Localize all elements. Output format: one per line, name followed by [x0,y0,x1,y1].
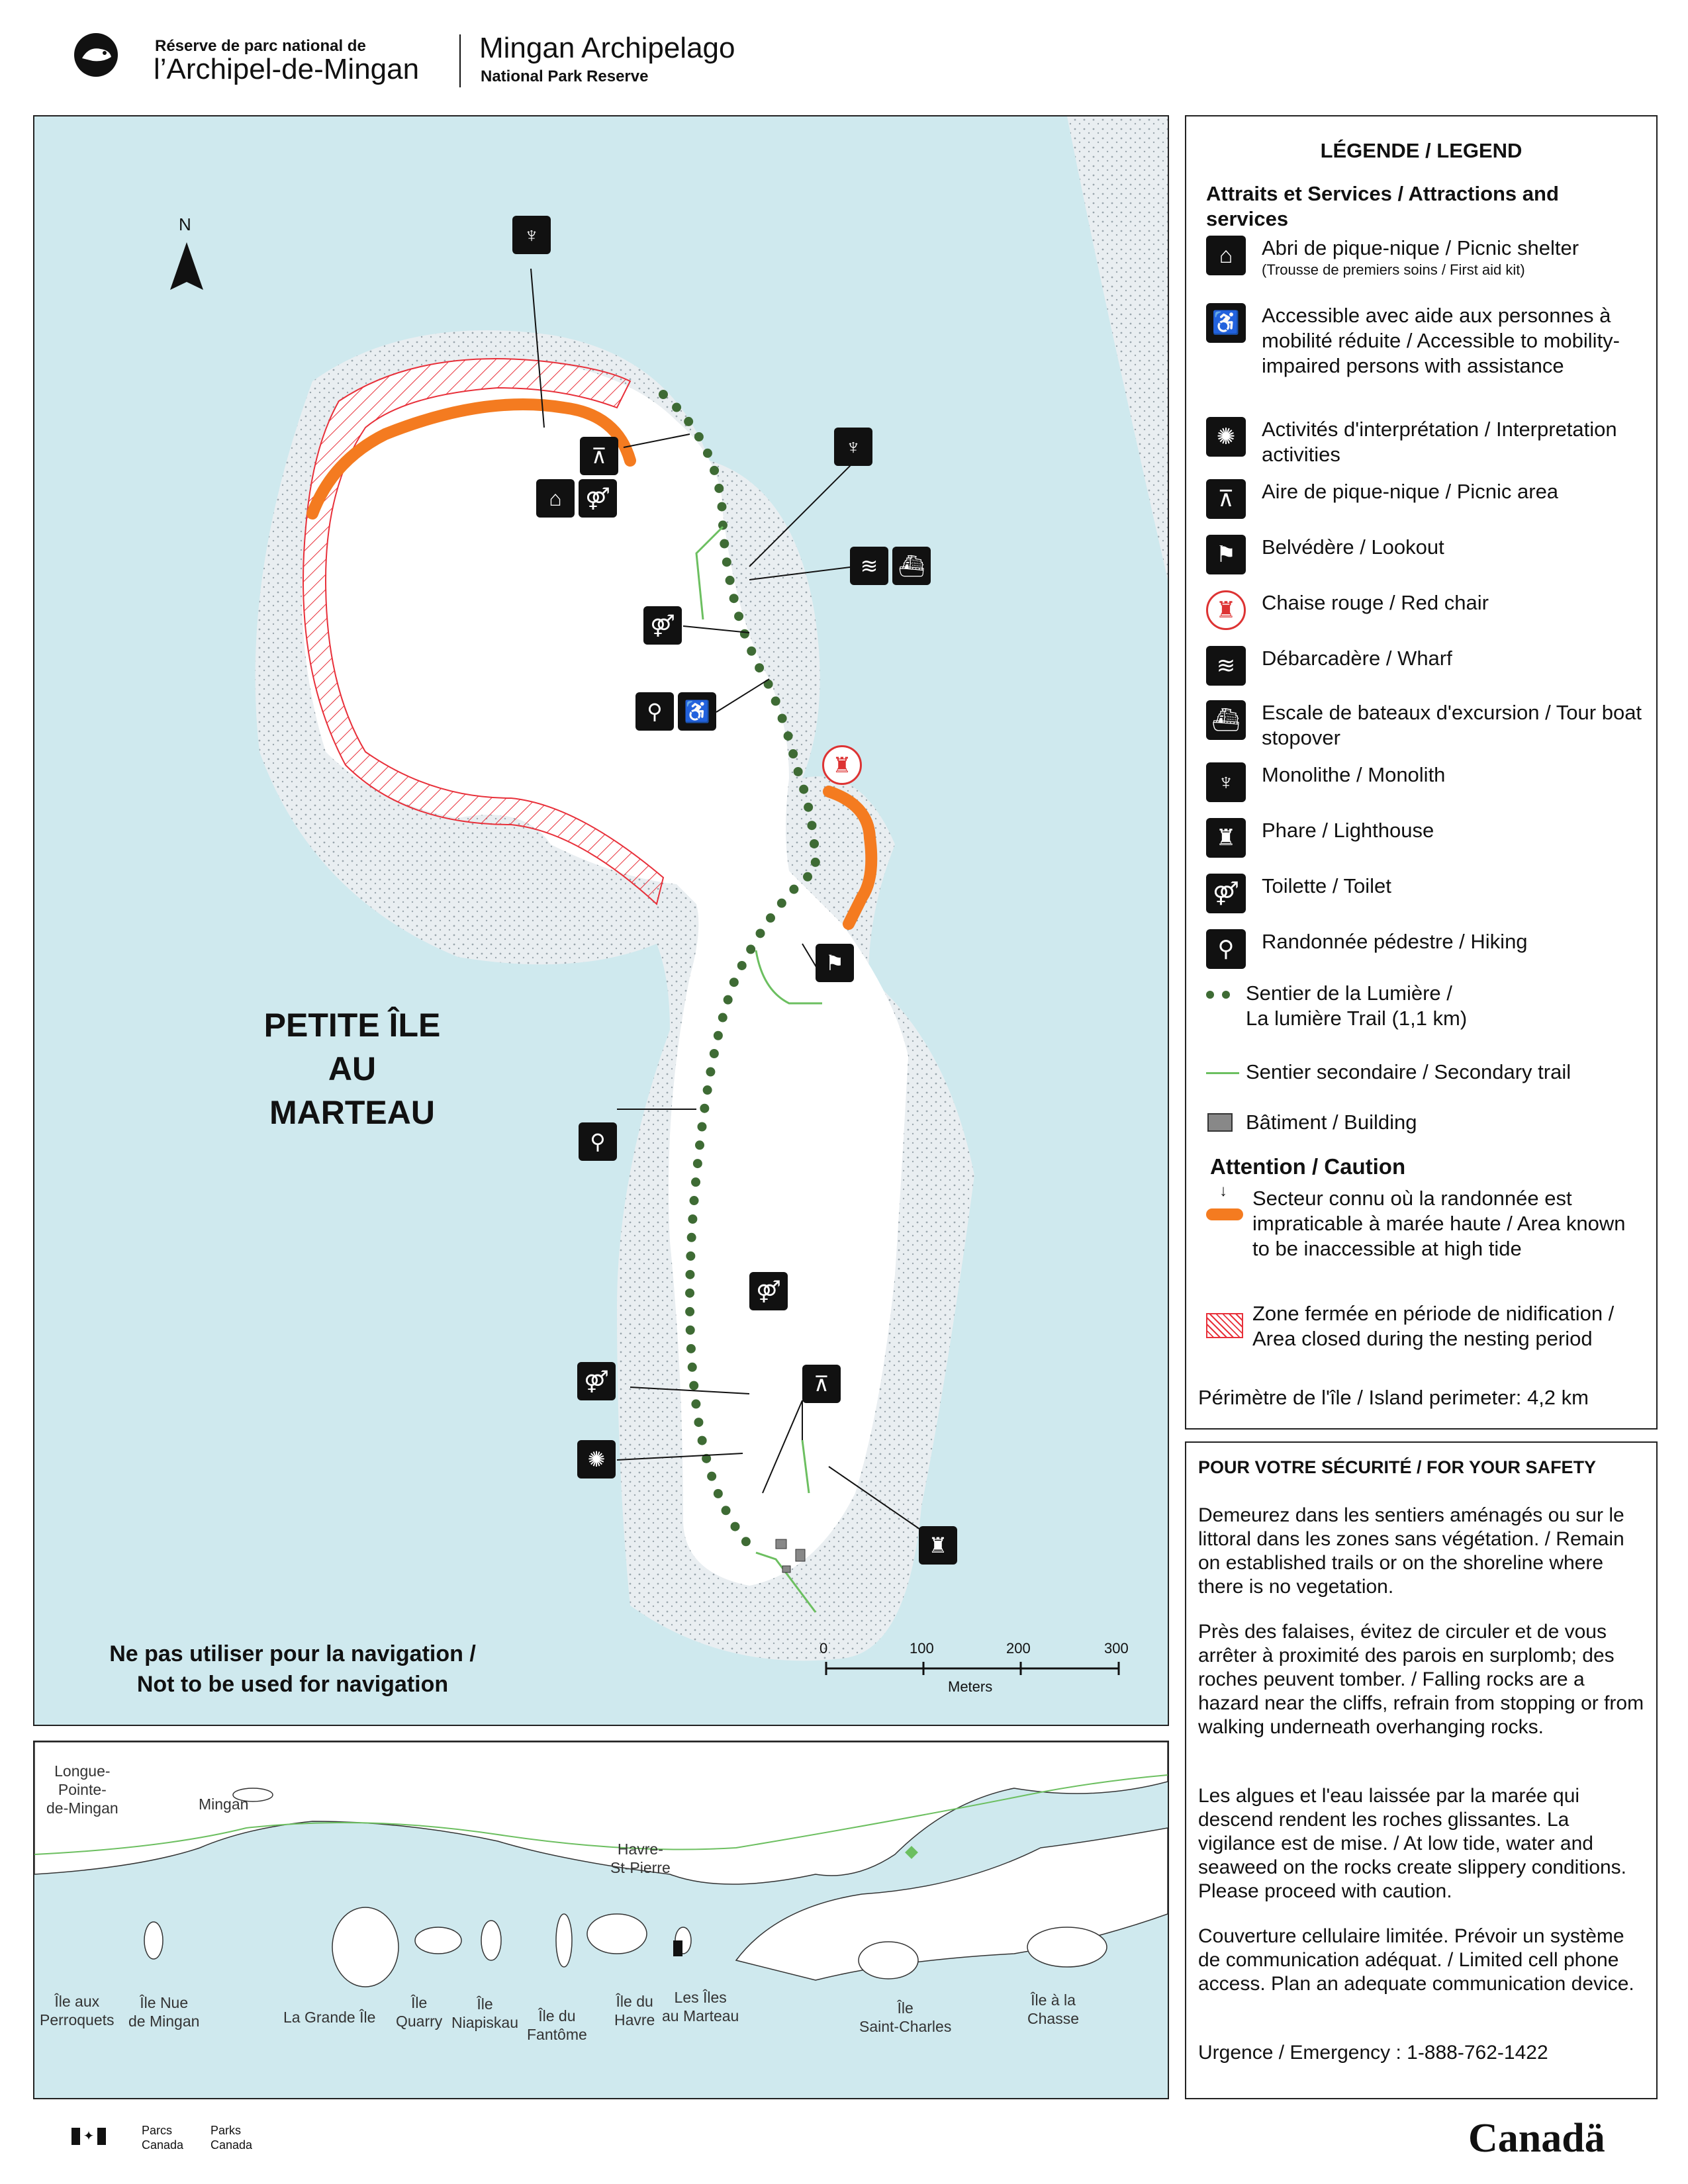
legend-item-label: Accessible avec aide aux personnes à mobilité réduite / Accessible to mobility-impaired persons with assistance [1262,304,1620,377]
lighthouse-icon[interactable]: ♜ [919,1526,957,1565]
safety-title: POUR VOTRE SÉCURITÉ / FOR YOUR SAFETY [1198,1457,1597,1477]
canada-wordmark: Canadä [1468,2116,1605,2161]
nesting-swatch [1206,1313,1243,1338]
island-title: PETITE ÎLE AU MARTEAU [263,1007,441,1131]
beaver-logo-icon [74,33,118,77]
picnic-area-icon: ⊼ [1206,479,1246,519]
island [1027,1927,1107,1967]
toilet-icon[interactable]: ⚤ [643,606,682,645]
red-chair-icon[interactable]: ♜ [822,745,862,785]
toilet-icon: ⚤ [1206,874,1246,913]
legend-item [1206,646,1646,686]
place-label: Les Îles au Marteau [662,1989,739,2025]
mainland-shore-dots [1067,116,1168,580]
hightide-arrow-icon: ↓ [1219,1182,1227,1200]
trail-main-swatch [1206,990,1233,999]
scale-tick-0: 0 [820,1640,828,1657]
north-arrow-icon [170,242,203,290]
picnic-area-icon[interactable]: ⊼ [580,437,618,475]
hightide-swatch [1206,1208,1243,1220]
legend-item-label: Débarcadère / Wharf [1262,647,1452,670]
safety-paragraph-cell: Couverture cellulaire limitée. Prévoir un système de communication adéquat. / Limited cell phone access. Plan an adequate communication device. [1198,1925,1634,1995]
monolith-icon[interactable]: ♆ [834,428,872,466]
island [332,1907,399,1987]
trail-secondary-swatch [1206,1072,1239,1074]
place-label: Havre- St-Pierre [610,1841,671,1876]
park-name-fr-small: Réserve de parc national de [155,37,366,55]
red-chair-icon: ♜ [1206,590,1246,630]
emergency-phone: Urgence / Emergency : 1-888-762-1422 [1198,2042,1548,2064]
place-label: Longue- Pointe- de-Mingan [46,1762,118,1817]
building [782,1566,790,1572]
legend-item [1206,700,1646,751]
scale-tick-300: 300 [1104,1640,1129,1657]
lookout-icon[interactable]: ⚑ [816,944,854,982]
tour-boat-icon[interactable]: ⛴ [892,547,931,585]
legend-item [1206,417,1646,467]
legend-item [1206,762,1646,802]
wharf-icon[interactable]: ≋ [850,547,888,585]
building-label: Bâtiment / Building [1246,1111,1417,1134]
legend-item-label: Activités d'interprétation / Interpretation activities [1262,418,1617,466]
header-divider [459,34,461,87]
caution-nesting-label: Zone fermée en période de nidification / Area closed during the nesting period [1252,1302,1615,1350]
picnic-shelter-icon: ⌂ [1206,236,1246,275]
caution-title: Attention / Caution [1210,1154,1406,1179]
picnic-area-icon[interactable]: ⊼ [802,1365,841,1403]
legend-item [1206,535,1646,574]
tour-boat-icon: ⛴ [1206,700,1246,740]
place-label: Île à la Chasse [1027,1991,1079,2027]
place-label: Île Nue de Mingan [128,1994,200,2030]
canada-flag-icon: ✦ [71,2128,106,2145]
legend-item-label: Chaise rouge / Red chair [1262,591,1489,614]
park-logo [74,33,118,77]
legend-item [1206,479,1646,519]
safety-paragraph-cliffs: Près des falaises, évitez de circuler et de vous arrêter à proximité des parois en surplomb; des roches peuvent tomber. / Falling rocks are a hazard near the cliffs, refrain from stopping or from walking underneath overhanging rocks. [1198,1621,1644,1738]
scale-tick-200: 200 [1006,1640,1031,1657]
hiking-icon[interactable]: ⚲ [579,1122,617,1161]
place-label: Île Quarry [396,1994,443,2030]
toilet-icon[interactable]: ⚤ [577,1362,616,1400]
trail-secondary-label: Sentier secondaire / Secondary trail [1246,1060,1571,1083]
ferry-marker [905,1846,918,1859]
picnic-shelter-icon[interactable]: ⌂ [536,479,575,518]
lighthouse-icon: ♜ [1206,818,1246,858]
legend-item-sublabel: (Trousse de premiers soins / First aid kit) [1262,261,1525,278]
accessible-icon: ♿ [1206,303,1246,343]
legend-item-label: Monolithe / Monolith [1262,763,1446,786]
parcs-canada-label: Parcs Canada [142,2124,184,2152]
island [587,1914,647,1954]
place-label: Île du Fantôme [527,2007,587,2043]
legend-item-label: Randonnée pédestre / Hiking [1262,930,1528,953]
north-label: N [179,214,191,234]
trail-main-label: Sentier de la Lumière / La lumière Trail (1,1 km) [1246,981,1468,1030]
place-label: Île aux Perroquets [40,1993,115,2028]
legend-item-label: Aire de pique-nique / Picnic area [1262,480,1559,503]
navigation-warning: Ne pas utiliser pour la navigation / Not to be used for navigation [109,1641,476,1697]
legend-item [1206,590,1646,630]
legend-item [1206,303,1646,379]
legend-item [1206,874,1646,913]
place-label: Île Saint-Charles [859,1999,952,2035]
legend-item-label: Escale de bateaux d'excursion / Tour boat stopover [1262,701,1642,749]
monolith-icon[interactable]: ♆ [512,216,551,254]
island-map[interactable] [33,115,1169,1726]
building [776,1539,786,1549]
park-name-en: Mingan Archipelago [479,32,735,64]
legend-section-attractions: Attraits et Services / Attractions and services [1206,182,1559,230]
hiking-icon: ⚲ [1206,929,1246,969]
toilet-icon[interactable]: ⚤ [579,479,617,518]
legend-item-label: Abri de pique-nique / Picnic shelter (Trousse de premiers soins / First aid kit) [1262,236,1646,279]
park-name-en-small: National Park Reserve [481,68,649,85]
safety-panel [1185,1441,1658,2099]
safety-paragraph-tide: Les algues et l'eau laissée par la marée qui descend rendent les roches glissantes. La vigilance est de mise. / At low tide, water and seaweed on the rocks create slippery conditions. Please proceed with caution. [1198,1785,1627,1902]
legend-title: LÉGENDE / LEGEND [1320,139,1523,162]
interpretation-icon[interactable]: ✺ [577,1440,616,1479]
island-map-canvas [34,116,1168,1725]
island [144,1922,163,1959]
scale-unit: Meters [948,1678,993,1695]
toilet-icon[interactable]: ⚤ [749,1272,788,1310]
safety-paragraph-trails: Demeurez dans les sentiers aménagés ou sur le littoral dans les zones sans végétation. / Remain on established trails or on the shoreline where there is no vegetation. [1198,1504,1624,1598]
legend-panel [1185,115,1658,1430]
wharf-icon: ≋ [1206,646,1246,686]
legend-item [1206,929,1646,969]
legend-item-label: Toilette / Toilet [1262,874,1391,897]
highlight-marker [673,1940,682,1956]
place-label: Île Niapiskau [451,1995,518,2031]
island [859,1942,918,1979]
legend-item-label: Belvédère / Lookout [1262,535,1444,559]
legend-item [1206,236,1646,279]
perimeter-label: Périmètre de l'île / Island perimeter: 4,2 km [1198,1386,1589,1409]
legend-item [1206,818,1646,858]
lookout-icon: ⚑ [1206,535,1246,574]
parks-canada-label: Parks Canada [211,2124,253,2152]
monolith-icon: ♆ [1206,762,1246,802]
building [796,1549,805,1561]
hiking-icon[interactable]: ⚲ [635,692,674,731]
island [415,1927,461,1954]
scale-tick-100: 100 [910,1640,934,1657]
place-label: Mingan [199,1796,249,1813]
place-label: La Grande Île [283,2009,376,2026]
park-name-fr: l’Archipel-de-Mingan [154,53,420,85]
island [556,1914,572,1967]
accessible-icon[interactable]: ♿ [678,692,716,731]
regional-map[interactable] [33,1741,1169,2099]
legend-item-label: Phare / Lighthouse [1262,819,1434,842]
island [481,1921,501,1960]
interpretation-icon: ✺ [1206,417,1246,457]
caution-hightide-label: Secteur connu où la randonnée est impraticable à marée haute / Area known to be inaccessible at high tide [1252,1187,1626,1260]
place-label: Île du Havre [614,1993,655,2028]
building-swatch [1207,1113,1233,1132]
